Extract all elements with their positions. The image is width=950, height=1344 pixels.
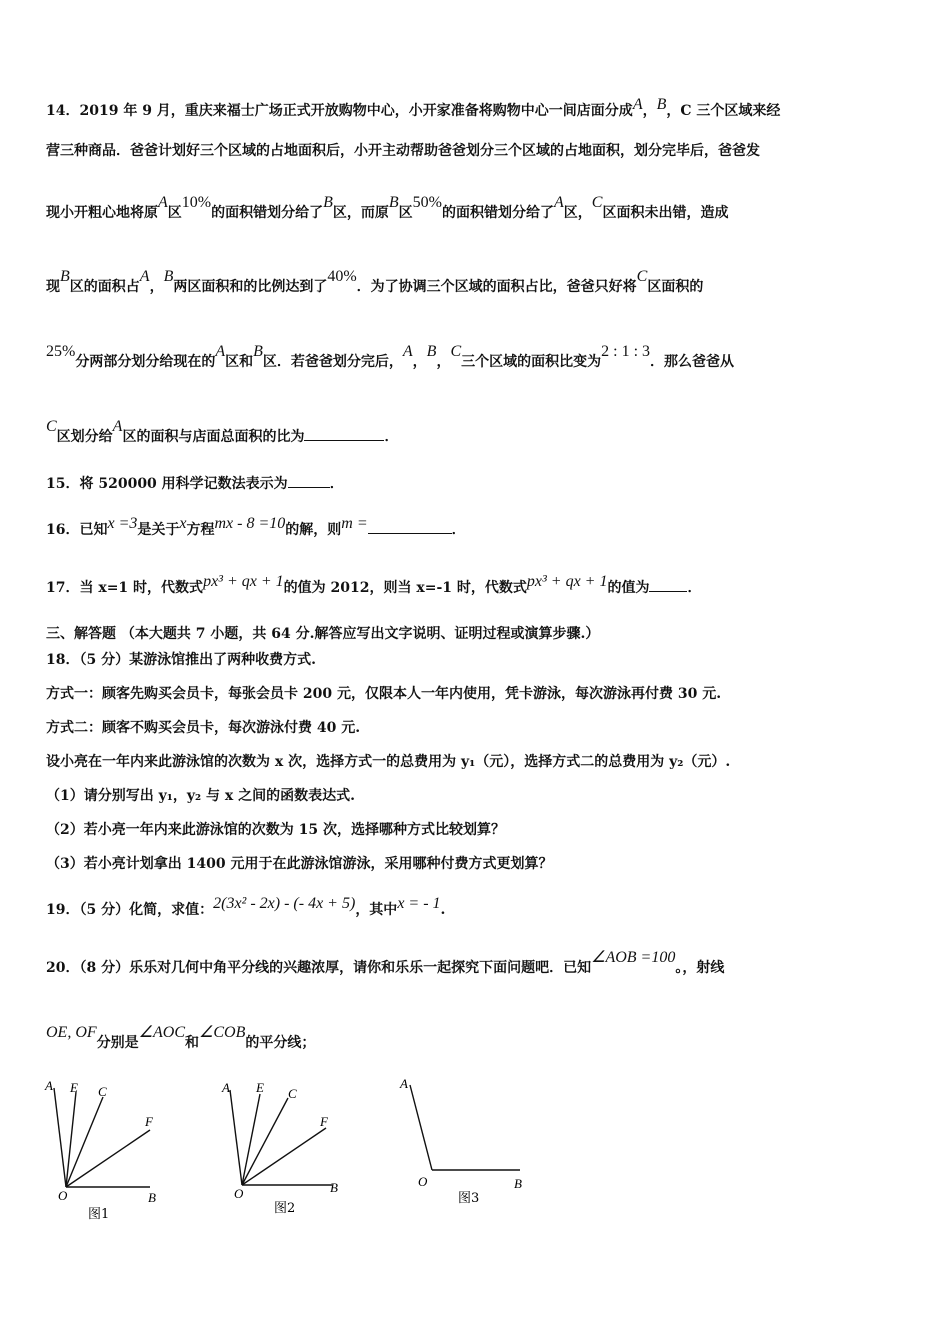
caption-2: 图2 [274,1201,296,1216]
label-f: F [320,1114,328,1129]
ray-oa [230,1090,242,1185]
label-b: B [330,1180,338,1195]
q19-line: 19．（5 分）化简，求值：2(3x² - 2x) - (- 4x + 5)，其中x = - 1. [46,895,446,918]
q16-line: 16．已知x =3是关于x方程mx - 8 =10的解，则m = ． [46,515,466,538]
q14-line4: 现B区的面积占A，B两区面积和的比例达到了40%．为了协调三个区域的面积占比，爸爸只好将C区面积的 [46,268,704,295]
q14-line2: 营三种商品．爸爸计划好三个区域的占地面积后，小开主动帮助爸爸划分三个区域的占地面积，划分完毕后，爸爸发 [46,143,760,159]
figure-1 [40,1070,180,1234]
q14-line5: 25%分两部分划分给现在的A区和B区．若爸爸划分完后，A，B，C三个区域的面积比变为2 : 1 : 3．那么爸爸从 [46,343,735,370]
label-o: O [234,1186,244,1201]
caption-1: 图1 [88,1207,110,1222]
q18-setup: 设小亮在一年内来此游泳馆的次数为 x 次，选择方式一的总费用为 y₁（元），选择方式二的总费用为 y₂（元）. [46,754,731,770]
q18-part2: （2）若小亮一年内来此游泳馆的次数为 15 次，选择哪种方式比较划算？ [46,822,505,838]
label-b: B [148,1190,156,1205]
ray-oa [54,1088,66,1187]
q18-way1: 方式一：顾客先购买会员卡，每张会员卡 200 元，仅限本人一年内使用，凭卡游泳，每次游泳再付费 30 元. [46,686,722,702]
answer-blank [304,426,384,441]
ray-of [66,1130,150,1187]
label-c: C [288,1086,297,1101]
figure-3-diagram [392,1070,532,1230]
q15-line: 15．将 520000 用科学记数法表示为 ． [46,473,906,494]
q14-line1: 14．2019 年 9 月，重庆来福士广场正式开放购物中心，小开家准备将购物中心一间店面分成A，B，C 三个区域来经 [46,96,781,119]
label-a: A [222,1080,230,1095]
q18-part1: （1）请分别写出 y₁，y₂ 与 x 之间的函数表达式. [46,788,355,804]
figure-2 [212,1070,352,1234]
ray-oc [242,1098,288,1185]
label-c: C [98,1084,107,1099]
q20-line2: OE, OF分别是∠AOC和∠COB的平分线； [46,1024,316,1051]
ray-oe [66,1092,76,1187]
label-e: E [70,1080,78,1095]
figure-2-diagram [212,1070,352,1230]
q14-line6: C区划分给A区的面积与店面总面积的比为 ． [46,418,399,445]
label-e: E [256,1080,264,1095]
q20-line1: 20．（8 分）乐乐对几何中角平分线的兴趣浓厚，请你和乐乐一起探究下面问题吧．已知∠AOB =100。，射线 [46,949,725,976]
ray-oe [242,1094,260,1185]
q18-title: 18．（5 分）某游泳馆推出了两种收费方式. [46,652,316,668]
ray-oa [410,1085,432,1170]
answer-blank [368,519,452,534]
figure-1-diagram [40,1070,180,1230]
answer-blank [649,577,687,592]
answer-blank [288,473,330,488]
label-a: A [400,1076,408,1091]
q18-way2: 方式二：顾客不购买会员卡，每次游泳付费 40 元. [46,720,361,736]
q18-part3: （3）若小亮计划拿出 1400 元用于在此游泳馆游泳，采用哪种付费方式更划算？ [46,856,553,872]
label-b: B [514,1176,522,1191]
caption-3: 图3 [458,1191,480,1206]
section-3-heading: 三、解答题 （本大题共 7 小题，共 64 分.解答应写出文字说明、证明过程或演算步骤.） [46,626,600,642]
label-o: O [418,1174,428,1189]
ray-of [242,1128,326,1185]
q17-line: 17．当 x=1 时，代数式px³ + qx + 1的值为 2012，则当 x=-1 时，代数式px³ + qx + 1的值为 ． [46,573,702,596]
label-f: F [145,1114,153,1129]
label-o: O [58,1188,68,1203]
q14-line3: 现小开粗心地将原A区10%的面积错划分给了B区，而原B区50%的面积错划分给了A区，C区面积未出错，造成 [46,194,729,221]
figure-3 [392,1070,532,1234]
label-a: A [45,1078,53,1093]
ray-oc [66,1097,103,1187]
